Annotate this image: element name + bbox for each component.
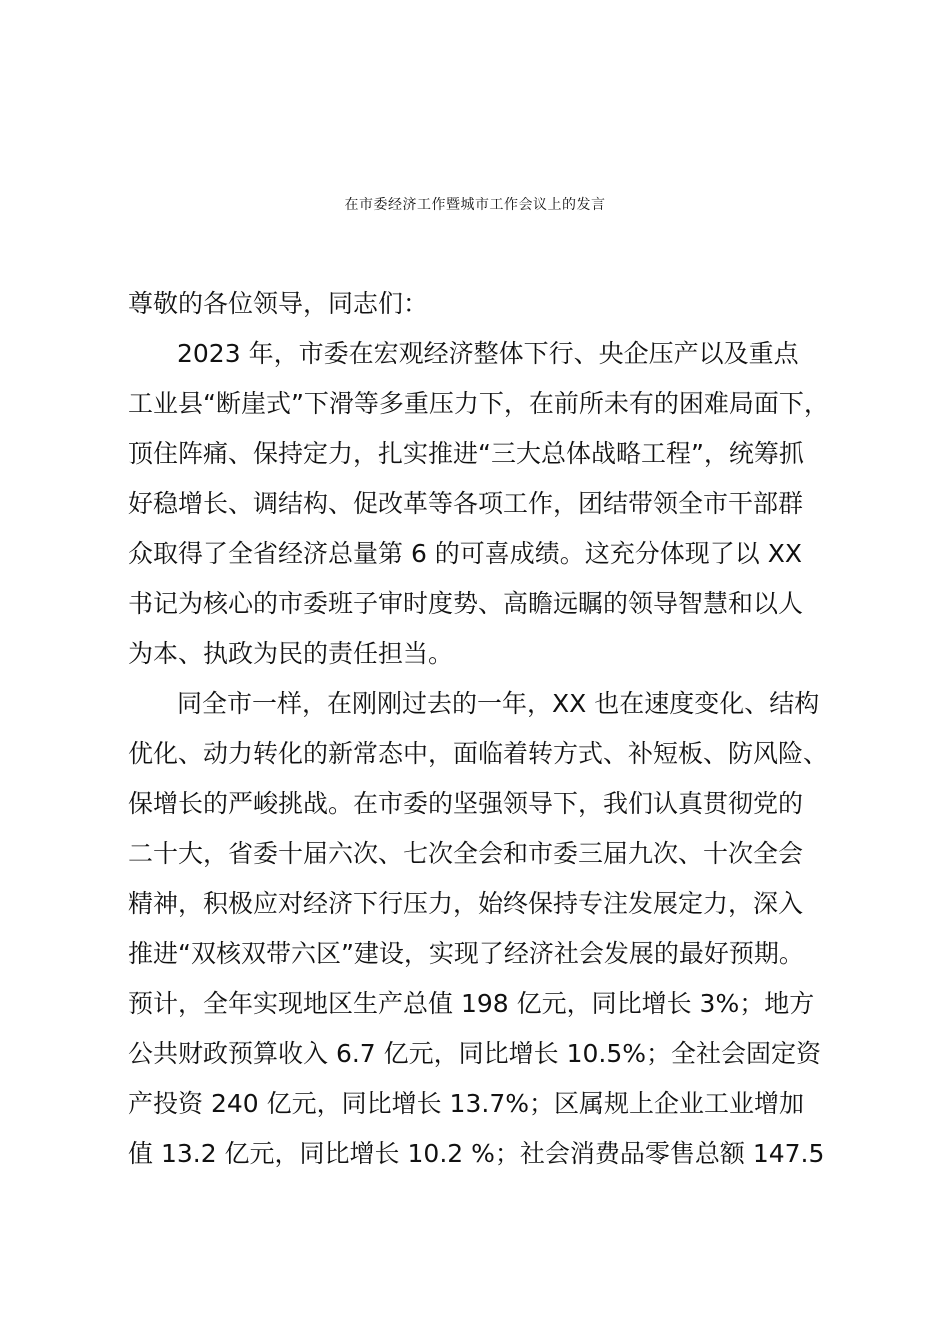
paragraph-line: 书记为核心的市委班子审时度势、高瞻远瞩的领导智慧和以人: [128, 589, 804, 618]
paragraph-line: 为本、执政为民的责任担当。: [128, 639, 454, 668]
paragraph-line: 值 13.2 亿元，同比增长 10.2 %；社会消费品零售总额 147.5: [128, 1139, 825, 1168]
paragraph-line: 推进“双核双带六区”建设，实现了经济社会发展的最好预期。: [128, 939, 804, 968]
paragraph-line: 公共财政预算收入 6.7 亿元，同比增长 10.5%；全社会固定资: [128, 1039, 822, 1068]
paragraph-line: 保增长的严峻挑战。在市委的坚强领导下，我们认真贯彻党的: [128, 789, 804, 818]
paragraph-line: 预计，全年实现地区生产总值 198 亿元，同比增长 3%；地方: [128, 989, 815, 1018]
salutation: 尊敬的各位领导，同志们：: [128, 289, 429, 318]
paragraph-line: 同全市一样，在刚刚过去的一年，XX 也在速度变化、结构: [177, 689, 820, 718]
paragraph-line: 好稳增长、调结构、促改革等各项工作，团结带领全市干部群: [128, 489, 804, 518]
paragraph-line: 2023 年，市委在宏观经济整体下行、央企压产以及重点: [177, 339, 799, 368]
paragraph-line: 二十大，省委十届六次、七次全会和市委三届九次、十次全会: [128, 839, 804, 868]
paragraph-line: 产投资 240 亿元，同比增长 13.7%；区属规上企业工业增加: [128, 1089, 804, 1118]
paragraph-line: 工业县“断崖式”下滑等多重压力下，在前所未有的困难局面下，: [128, 389, 829, 418]
paragraph-line: 众取得了全省经济总量第 6 的可喜成绩。这充分体现了以 XX: [128, 539, 803, 568]
paragraph-line: 顶住阵痛、保持定力，扎实推进“三大总体战略工程”，统筹抓: [128, 439, 804, 468]
paragraph-line: 优化、动力转化的新常态中，面临着转方式、补短板、防风险、: [128, 739, 829, 768]
paragraph-line: 精神，积极应对经济下行压力，始终保持专注发展定力，深入: [128, 889, 804, 918]
document-title: 在市委经济工作暨城市工作会议上的发言: [344, 197, 606, 213]
